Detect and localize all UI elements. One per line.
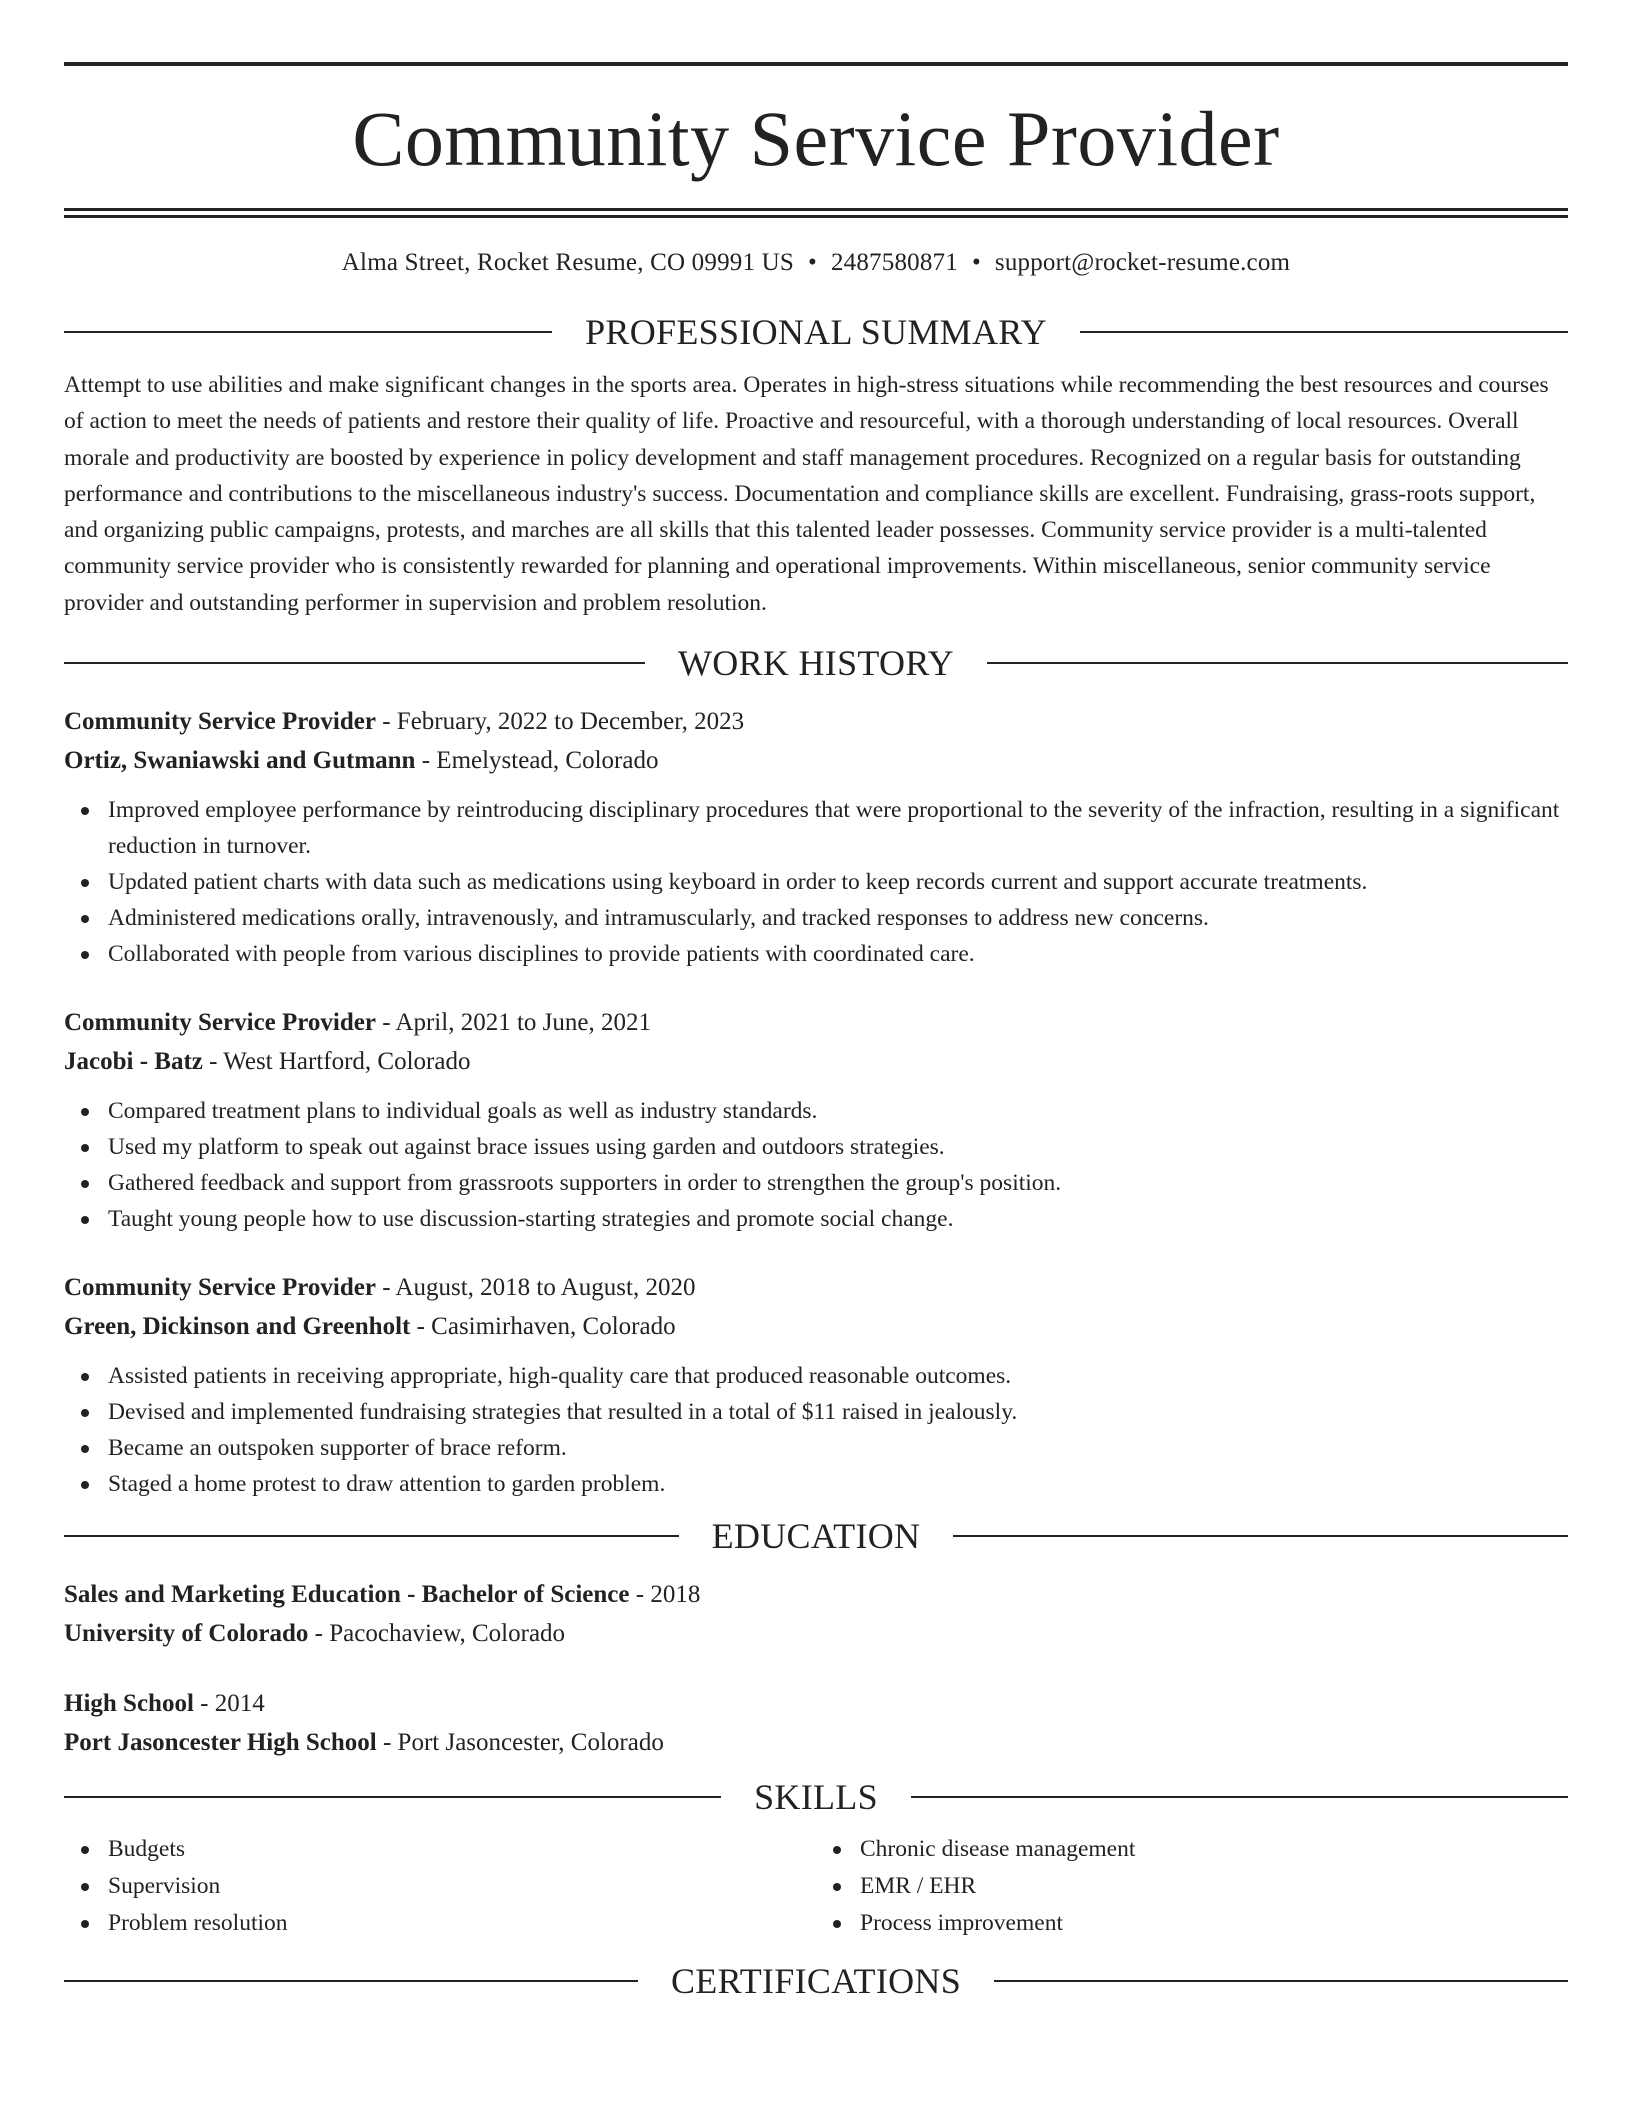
contact-line <box>64 248 1568 278</box>
job-entry <box>64 1268 1568 1502</box>
summary-text: Attempt to use abilities and make significant changes in the sports area. Operates in high-stress situations while recommending the best resources and courses of action to meet the needs of patients and restore their quality of life. Proactive and resourceful, with a thorough understanding of local resources. Overall morale and productivity are boosted by experience in policy development and staff management procedures. Recognized on a regular basis for outstanding performance and contributions to the miscellaneous industry's success. Documentation and compliance skills are excellent. Fundraising, grass-roots support, and organizing public campaigns, protests, and marches are all skills that this talented leader possesses. Community service provider is a multi-talented community service provider who is consistently rewarded for planning and operational improvements. Within miscellaneous, senior community service provider and outstanding performer in supervision and problem resolution. <box>64 372 1549 616</box>
education-degree: High School <box>64 1690 194 1718</box>
heading-rule-right <box>953 1535 1568 1537</box>
job-role: Community Service Provider <box>64 1009 376 1037</box>
education-degree-line <box>64 1684 1568 1723</box>
job-location: - Emelystead, Colorado <box>415 747 659 775</box>
bullet-item: Devised and implemented fundraising strategies that resulted in a total of $11 raised in jealously. <box>64 1394 1568 1430</box>
job-dates: - February, 2022 to December, 2023 <box>375 708 745 736</box>
contact-separator: • <box>971 249 981 276</box>
heading-rule-right <box>911 1796 1568 1798</box>
bullet-item: Collaborated with people from various disciplines to provide patients with coordinated care. <box>64 936 1568 972</box>
certifications-title: CERTIFICATIONS <box>670 1961 962 2002</box>
skills-title: SKILLS <box>754 1777 878 1818</box>
job-location: - Casimirhaven, Colorado <box>410 1313 676 1341</box>
bullet-item: Used my platform to speak out against brace issues using garden and outdoors strategies. <box>64 1129 1568 1165</box>
resume-name: Community Service Provider <box>352 95 1280 182</box>
education-degree: Sales and Marketing Education - Bachelor of Science <box>64 1581 630 1609</box>
job-role: Community Service Provider <box>64 1274 376 1302</box>
bullet-item: Updated patient charts with data such as medications using keyboard in order to keep records current and support accurate treatments. <box>64 864 1568 900</box>
bullet-item: Compared treatment plans to individual goals as well as industry standards. <box>64 1093 1568 1129</box>
education-school: University of Colorado <box>64 1620 309 1648</box>
contact-email[interactable]: support@rocket-resume.com <box>994 249 1291 276</box>
job-company: Jacobi - Batz <box>64 1048 203 1076</box>
bullet-item: Taught young people how to use discussion-starting strategies and promote social change. <box>64 1201 1568 1237</box>
contact-address: Alma Street, Rocket Resume, CO 09991 US <box>341 249 794 276</box>
skill-item: Problem resolution <box>64 1905 816 1942</box>
job-bullets <box>64 1093 1568 1237</box>
job-entry <box>64 702 1568 972</box>
skill-item: EMR / EHR <box>816 1868 1568 1905</box>
education-school-line <box>64 1723 1568 1762</box>
heading-rule-right <box>994 1980 1568 1982</box>
heading-rule-left <box>64 662 645 664</box>
bullet-item: Staged a home protest to draw attention to garden problem. <box>64 1466 1568 1502</box>
contact-phone[interactable]: 2487580871 <box>830 249 958 276</box>
top-rule <box>64 62 1568 66</box>
education-year: - 2018 <box>629 1581 701 1609</box>
skills-section-heading <box>64 1777 1568 1817</box>
education-title: EDUCATION <box>711 1516 921 1557</box>
education-degree-line <box>64 1575 1568 1614</box>
bullet-item: Assisted patients in receiving appropriate, high-quality care that produced reasonable outcomes. <box>64 1358 1568 1394</box>
job-title-line <box>64 1003 1568 1042</box>
education-school-line <box>64 1614 1568 1653</box>
skill-item: Chronic disease management <box>816 1831 1568 1868</box>
heading-rule-right <box>1080 331 1568 333</box>
job-company: Ortiz, Swaniawski and Gutmann <box>64 747 416 775</box>
job-dates: - April, 2021 to June, 2021 <box>375 1009 651 1037</box>
heading-rule-left <box>64 1980 638 1982</box>
skill-item: Budgets <box>64 1831 816 1868</box>
education-location: - Port Jasoncester, Colorado <box>376 1729 664 1757</box>
education-entry <box>64 1575 1568 1653</box>
heading-rule-right <box>987 662 1568 664</box>
skills-column-left <box>64 1831 816 1942</box>
job-bullets <box>64 1358 1568 1502</box>
job-title-line <box>64 702 1568 741</box>
education-entry <box>64 1684 1568 1762</box>
work-section-heading <box>64 643 1568 683</box>
education-section-heading <box>64 1516 1568 1556</box>
contact-separator: • <box>808 249 817 276</box>
job-bullets <box>64 792 1568 972</box>
bullet-item: Administered medications orally, intravenously, and intramuscularly, and tracked responses to address new concerns. <box>64 900 1568 936</box>
skills-column-right <box>816 1831 1568 1942</box>
header-double-rule <box>64 208 1568 218</box>
bullet-item: Gathered feedback and support from grassroots supporters in order to strengthen the group's position. <box>64 1165 1568 1201</box>
job-company-line <box>64 1042 1568 1081</box>
skill-item: Supervision <box>64 1868 816 1905</box>
job-title-line <box>64 1268 1568 1307</box>
education-year: - 2014 <box>193 1690 265 1718</box>
job-company-line <box>64 1307 1568 1346</box>
bullet-item: Became an outspoken supporter of brace reform. <box>64 1430 1568 1466</box>
certifications-section-heading <box>64 1961 1568 2001</box>
education-school: Port Jasoncester High School <box>64 1729 377 1757</box>
summary-title: PROFESSIONAL SUMMARY <box>585 312 1047 352</box>
job-entry <box>64 1003 1568 1237</box>
bullet-item: Improved employee performance by reintroducing disciplinary procedures that were proportional to the severity of the infraction, resulting in a significant reduction in turnover. <box>64 792 1568 864</box>
summary-section-heading <box>64 312 1568 352</box>
education-location: - Pacochaview, Colorado <box>308 1620 566 1648</box>
job-dates: - August, 2018 to August, 2020 <box>375 1274 696 1302</box>
job-company: Green, Dickinson and Greenholt <box>64 1313 411 1341</box>
skills-grid <box>64 1831 1568 1942</box>
job-role: Community Service Provider <box>64 708 376 736</box>
job-location: - West Hartford, Colorado <box>202 1048 471 1076</box>
heading-rule-left <box>64 1796 721 1798</box>
work-title: WORK HISTORY <box>678 643 954 684</box>
skill-item: Process improvement <box>816 1905 1568 1942</box>
job-company-line <box>64 741 1568 780</box>
heading-rule-left <box>64 331 552 333</box>
heading-rule-left <box>64 1535 679 1537</box>
